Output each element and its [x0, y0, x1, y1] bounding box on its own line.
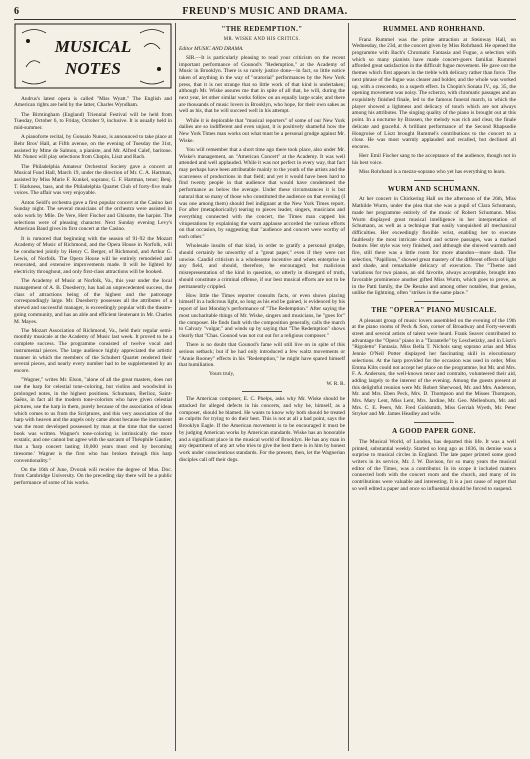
paragraph: On the 16th of June, Dvorak will receive the degree of Mus. Doc. from Cambridge University. On the preceding day there will be a public performance of some of his works.	[14, 466, 172, 487]
letter-signature: W. R. R.	[326, 380, 345, 387]
paragraph: The Mozart Association of Richmond, Va., held their regular semi-monthly musicale at the Academy of Music last week. It proved to be a complete success. The programme consisted of twelve vocal and instrumental pieces. The large audience highly appreciated the artistic manner in which the members of the Schubert Quartet rendered their several pieces, and nearly every number had to be supplemented by an encore.	[14, 327, 172, 374]
paragraph: A pleasant group of music lovers assembled on the evening of the 19th at the piano rooms of Peck & Son, corner of Broadway and Forty-seventh street and several artists of talent were heard. Frank Seaver contributed to advantage the "Opera" piano in a "Tarantelle" by Leschetizky, and in Liszt's "Rigoletto" Fantasia. Miss Bella T. Nichols sang soprano arias and Miss Jennie O'Neil Potter displayed her fascinating skill in elocutionary selections. At the harp provided for the occasion was used in order, Miss Emma Kilts could not accept her place on the programme, but Mr. and Mrs. F. A. Anderson, the well-known tenor and contralto, volunteered their aid, adding largely to the interest of the evening. Among the guests present at this delightful reunion were Mr. Robert Sherwood, Mr. and Mrs. Anderson, Mr. and Mrs. Eben Peck, Mrs. D. Thompson and the Misses Thompson, Mrs. Mary Lent, Miss Lent, Mrs. Jardine, Mr. Geo. Mellenburn, Mr. and Mrs. C. E. Peers, Mr. Fred Goldsmith, Miss Gerriah Wyeth, Mr. Peter Stryker and Mr. James Headley and wife.	[352, 317, 516, 418]
paragraph: A pianoforte recital, by Gonsalo Nunez, is announced to take place at Behr Bros' Hall, at Fifth avenue, on the evening of Tuesday the 31st, assisted by Mme de Salmon, a pianiste, and Mr. Alfred Calef, baritone. Mr. Nunez will play selections from Chopin, Liszt and Bach.	[14, 134, 172, 161]
salutation: Editor MUSIC AND DRAMA.	[179, 45, 244, 52]
article-heading-wurm: WURM AND SCHUMANN.	[387, 184, 481, 193]
paragraph: The Musical World, of London, has departed this life. It was a well printed, substantial weekly. Started so long ago as 1836, its demise was a surprise to musical circles in England. The late paper printed some good writers in its service, Mr. J. W. Davison, for so many years the musical editor of the Times, was a contributor. In its scope it included matters connected both with the concert room and the church, and many of its contributions were valuable and interesting. It is a just cause of regret that so well edited a paper and once so influential should be forced to suspend.	[352, 438, 516, 492]
paragraph: The American composer, E. C. Phelps, asks why Mr. Wiske should be attacked for alleged defects in his concerts, and why he, himself, as a composer, should be blamed. He wants to know why both should be treated as culprits for trying to do their best. This is not at all a bad point, says the Brooklyn Eagle. If the American movement is to be encouraged it must be by judging American works by American standards. Wiske has an honorable and a significant place in the musical world of Brooklyn. He has any man in any department of any art who tries to give the best there is in him by honest work under conscientious standards. For the present, then, let the Wagnerian disciples call off their dogs.	[179, 396, 345, 463]
wurm-paragraphs	[352, 196, 516, 297]
article-heading-rummel: RUMMEL AND ROHRHAND.	[383, 25, 485, 33]
section-separator	[414, 422, 454, 423]
column-redemption	[179, 23, 345, 466]
paragraph: You will remember that a short time ago there took place, also under Mr. Wiske's management, an "American Concert" at the Academy. It was well attended and well applauded. While it was not perfect in every way, that fact may perhaps have been attributable mainly to the youth of the artists and the scarceness of productions in that field; and yet it would have been hard to find twenty people in that audience that would have condemned the performance as below the average. Under these circumstances it is but natural that so many of those who constituted the audience on that evening (I was one among them) should feel indignant at the New York Times report. For after (metaphorically) tearing to pieces leader, singers, musicians and everything connected with the concert, the Times man capped his vituperations by explaining the warm applause accorded the various efforts on that occasion, by suggesting that "audience and concert were worthy of each other."	[179, 146, 346, 241]
paragraph: Miss Rohrband is a mezzo-soprano who yet has everything to learn.	[359, 169, 506, 176]
section-separator	[242, 391, 282, 392]
paragraph: While it is deplorable that "musical reporters" of some of our New York dailies are so indifferent and even unjust, it is positively shameful how the New York Times man works out what must be a personal grudge against Mr. Wiske.	[179, 117, 345, 144]
paragraph: It is rumored that beginning with the season of 91-92 the Mozart Academy of Music of Richmond, and the Opera House in Norfolk, will be conducted jointly by Henry C. Berger, of Richmond, and Arthur G. Lewis, of Norfolk. The Opera House will be entirely remodeled and renovated, and extensive improvements made. It will be lighted by electricity throughout, and only first-class attractions will be booked.	[14, 235, 172, 276]
section-separator	[414, 180, 454, 181]
header-rule	[14, 19, 516, 20]
paragraph: SIR.—It is particularly pleasing to read your criticism on the recent important performance of Gounod's "Redemption," at the Academy of Music in Brooklyn. There is so rarely justice done—in fact, so little notice taken of anything in the way of "oratorial" performances by the New York press, that it is not strange that so little work of that kind is undertaken; although Mr. Wiske assures me that in spite of all that, he will, during the next year, let other similar works follow on an equally large scale; and there are thousands of music lovers in Brooklyn, who hope, for their own sakes as well as his, that he will succeed well in his attempt.	[179, 54, 345, 115]
section-separator	[414, 301, 454, 302]
article-heading-redemption: "THE REDEMPTION."	[221, 25, 303, 33]
paragraph: Franz Rummel was the prime attraction at Steinway Hall, on Wednesday, the 23d, at the concert given by Miss Rohrband. He opened the programme with Bach's Chromatic Fantasia and Fugue, a selection with which so many pianists have made concert-goers familiar. Rummel afforded great satisfaction in the difficult fugue movement. He gave out the themes which first appears in the treble with delicacy rather than force. The next phrase of the fugue was clearer and bolder, and the whole was worked up, with a crescendo, to a superb effect. In Chopin's Sonata IV., op. 35, the opening movement was noisy. The scherzo, with chromatic passages and an exquisitely finished finale, led to the famous funeral march, in which the player showed a lightness and delicacy of touch which are not always among his attributes. The singing quality of the piano is brought out at this point. In a nocturne by Brassen, the melody was rich and clear, the finale delicate and graceful. A brilliant performance of the Second Rhapsodie Hongroise of Liszt brought Rummel's contributions to the concert to a close. He was most warmly applauded and recalled, but declined all encores.	[352, 36, 516, 150]
paragraph: The Academy of Music at Norfolk, Va., this year under the local management of A. B. Duesberry, has had an unprecedented success, the class of attractions being of the highest and the patronage correspondingly large. Mr. Duesberry possesses all the attributes of a shrewd and successful manager, is exceedingly popular with the theatre-going community, and has an able and efficient lieutenant in Mr. Charles M. Mayes.	[14, 278, 172, 325]
paragraph: The Birmingham (England) Triennial Festival will be held from Tuesday, October 6, to Friday, October 9, inclusive. It is usually held in mid-summer.	[14, 111, 172, 132]
page-number: 6	[14, 6, 19, 17]
svg-text:MUSICAL: MUSICAL	[54, 37, 132, 56]
column-reviews	[352, 23, 516, 495]
paragraph: Anton Seidl's orchestra gave a first popular concert at the Casino last Sunday night. The several musicians of the orchestra were assisted in solo work by Mlle. De Vere, Herr Fischer and Ghisotte, the harpist. The selections were of pleasing character. Next Sunday evening Levy's American Band gives its first concert at the Casino.	[14, 199, 172, 233]
paragraph: How little the Times reporter consults facts, or even shows placing himself in a ludicrous light, so long as his end be gained, is evidenced by his report of last Monday's performance of "The Redemption." After saying the most uncharitable things of Mr. Wiske, singers and musicians, he "goes for" the composer. He finds fault with the composition generally, calls the march to Calvary "vulgar," and winds up by saying that "The Redemption" shows clearly that "Chas. Gounod was not cut out for a religious composer."	[179, 292, 345, 339]
letter-closing: Yours truly,	[209, 371, 235, 378]
musical-notes-paragraphs	[14, 96, 172, 487]
column-musical-notes	[14, 23, 172, 489]
article-subheading: MR. WISKE AND HIS CRITICS.	[223, 36, 301, 42]
article-heading-paper-gone: A GOOD PAPER GONE.	[392, 427, 476, 436]
paragraph: There is no doubt that Gounod's fame will still live on in spite of this serious setback; but if he had only introduced a few waltz movements or "Annie Rooney" effects in his "Redemption," he might have spared himself that humiliation.	[179, 342, 345, 369]
paragraph: Wholesale insults of that kind, in order to gratify a personal grudge, should certainly be unworthy of a "great paper," even if they were not unwise. Candid criticism is a wholesome incentive and whets enterprise in any field, and should, therefore, be encouraged; but malicious misrepresentation of the kind in question, so utterly in disregard of truth, should constitute a criminal offense, if our best musical efforts are not to be permanently crippled.	[179, 243, 345, 290]
page-header	[14, 6, 516, 19]
rummel-paragraphs	[352, 37, 516, 176]
publication-title: FREUND'S MUSIC AND DRAMA.	[182, 6, 348, 17]
paragraph: Andrus's latest opera is called "Miss Wyatt." The English and American rights are held by the latter, Charles Wyndham.	[14, 95, 172, 109]
opera-piano-paragraphs	[352, 318, 516, 419]
svg-text:NOTES: NOTES	[65, 59, 121, 78]
paragraph: At her concert in Chickering Hall on the afternoon of the 26th, Miss Mathilde Wurm, under the plea that she was a pupil of Clara Schumann, made her programme entirely of the music of Robert Schumann. Miss Wurm displayed great musical intelligence in her interpretation of Schumann, as well as a technique that easily vanquished all mechanical difficulties. Her exceedingly flexible wrist, enabling her to execute faultlessly the most intricate chord and octave passages, was a marked feature. Her style was very finished, and although she showed warmth and fire, still there was a little room for more abandon—more dash. The selection, "Papillons," showed great mastery of the different effects of light and shade, and remarkable delicacy of execution. The "Theme and variations for two pianos, an old favorite, always acceptable, brought into favorable prominence another gifted Miss Wurm, which goes to prove, as in the Patti family, the De Reszke and among other notables, that genius, unlike the lightning, often "strikes in the same place."	[352, 196, 516, 297]
column-divider	[175, 23, 176, 751]
paragraph: The Philadelphia Amateur Orchestral Society gave a concert at Musical Fund Hall, March 19, under the direction of Mr. C. A. Hartman, assisted by Miss Marie F. Kunkel, soprano; G. F. Hartman, tenor; Benj. T. Harkness, bass, and the Philadelphia Quartet Club of forty-five male voices. The affair was very enjoyable.	[14, 163, 172, 197]
column-divider	[348, 23, 349, 751]
paper-gone-paragraphs	[352, 439, 516, 493]
redemption-paragraphs	[179, 55, 345, 369]
article-heading-opera-piano: THE "OPERA" PIANO MUSICALE.	[371, 305, 497, 314]
phelps-paragraphs	[179, 396, 345, 463]
musical-notes-logo	[14, 23, 172, 89]
paragraph: Herr Emil Fischer sang to the acceptance of the audience, though not in his best voice.	[352, 153, 516, 166]
paragraph: "Wagner," writes Mr. Elson, "alone of all the great masters, does not use the harp for celestial tone-coloring, but violins and woodwind in prolonged notes, in the highest positions. Schumann, Berlioz, Saint-Saëns, in fact all the modern tone-colorists who have given celestial pictures, use the harp in them, purely because of the association of ideas which comes to us from the Scriptures, and this very association of the harp with heaven and the angels only came about because the instrument was the most developed possessed by man at the time that the sacred book was written. Wagner's tone-coloring is intrinsically the more ecstatic, and one cannot but agree with the sarcasm of Théophile Gautier, that a 'harp concert lasting 10,000 years must end by becoming tiresome.' Wagner is the first who has broken through this harp conventionality."	[14, 377, 172, 464]
